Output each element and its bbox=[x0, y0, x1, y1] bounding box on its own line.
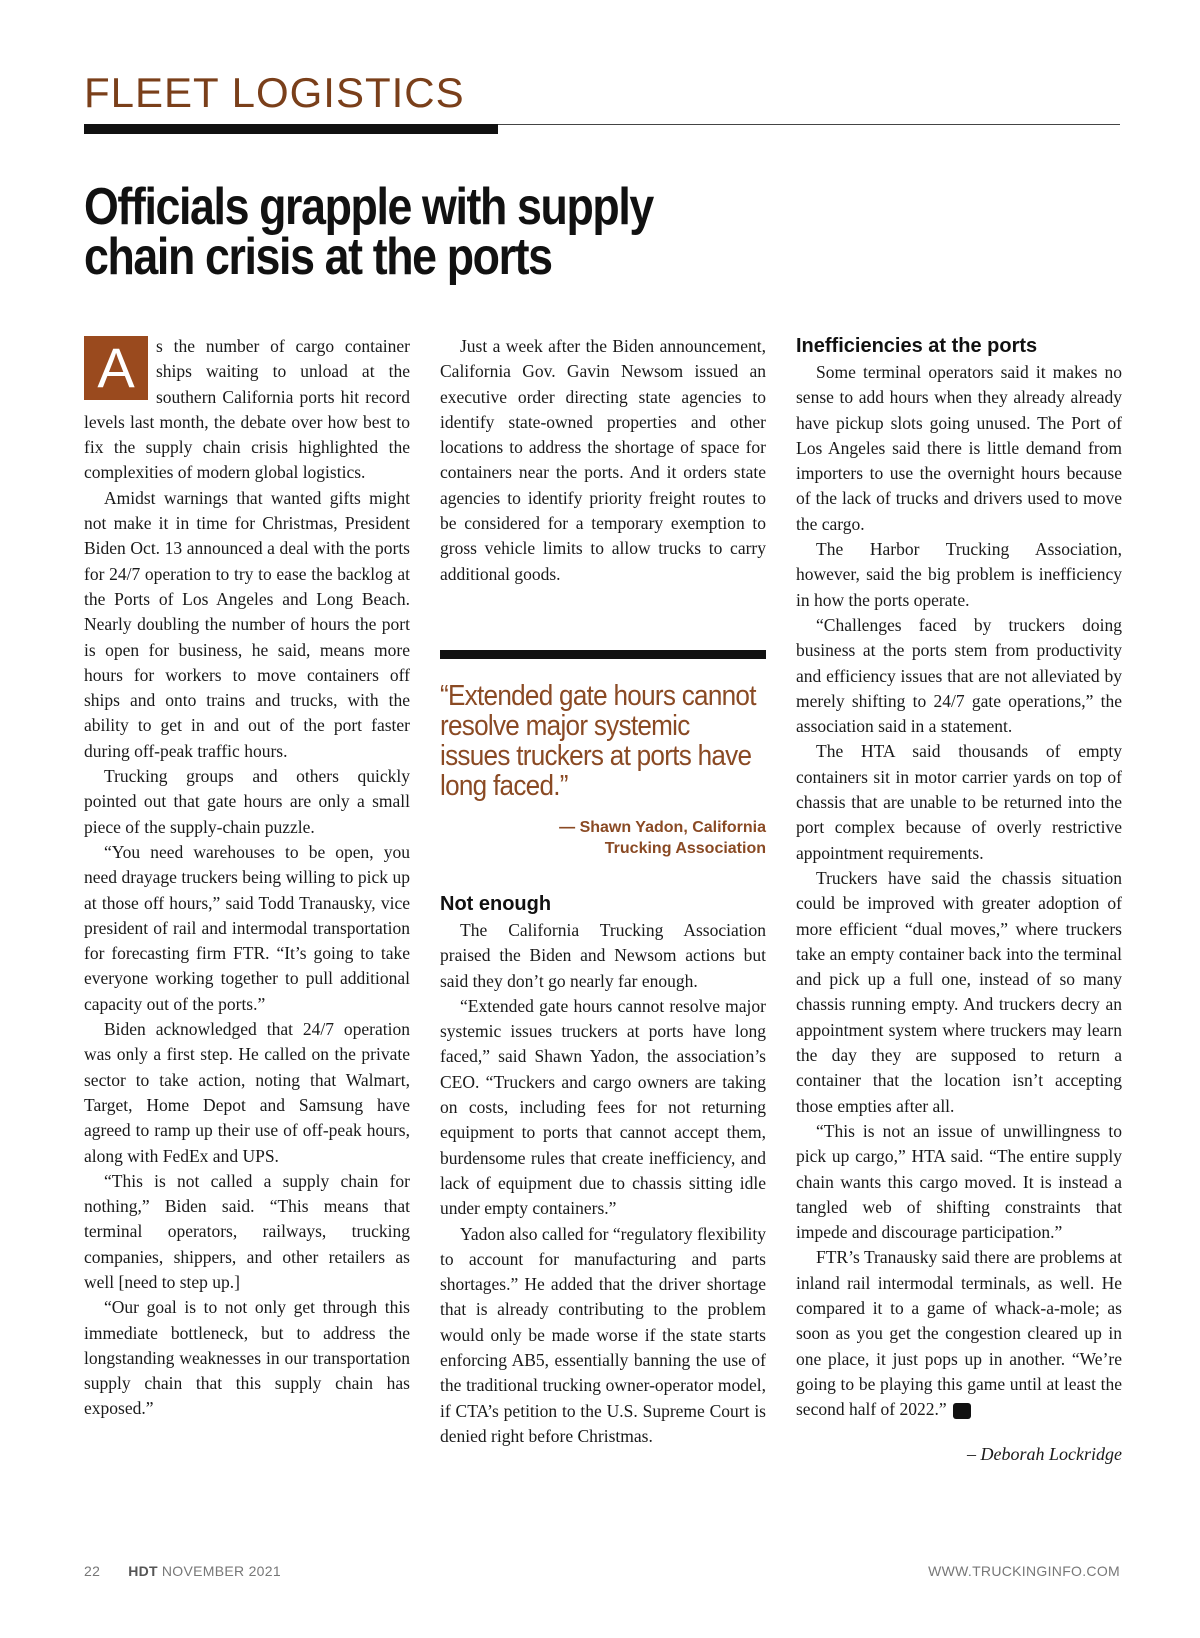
article-column-3 bbox=[796, 334, 1122, 1465]
pull-quote-attribution bbox=[440, 817, 766, 859]
page-number: 22 bbox=[84, 1563, 101, 1579]
paragraph: Trucking groups and others quickly pointed out that gate hours are only a small piece of the supply-chain puzzle. bbox=[84, 766, 410, 837]
pull-quote-attribution-line: — Shawn Yadon, California bbox=[559, 819, 766, 836]
article-headline: Officials grapple with supply chain crisis at the ports bbox=[84, 178, 653, 286]
paragraph: Truckers have said the chassis situation could be improved with greater adoption of more efficient “dual moves,” where truckers take an empty container back into the terminal and pick up a full one, instead of so many chassis running empty. And truckers decry an appointment system where truckers may learn the day they are supposed to return a container that the location isn’t accepting those empties after all. bbox=[796, 867, 1122, 1116]
section-label: FLEET LOGISTICS bbox=[84, 69, 465, 116]
paragraph bbox=[796, 1245, 1122, 1422]
paragraph: “Extended gate hours cannot resolve major systemic issues truckers at ports have long faced,” said Shawn Yadon, the association’s CEO. “Truckers and cargo owners are taking on costs, including fees for not returning equipment to ports that cannot accept them, burdensome rules that create inefficiency, and lack of equipment due to chassis sitting idle under empty containers.” bbox=[440, 995, 766, 1219]
pull-quote bbox=[440, 650, 766, 859]
footer-website: WWW.TRUCKINGINFO.COM bbox=[928, 1563, 1120, 1579]
paragraph: Just a week after the Biden announcement, California Gov. Gavin Newsom issued an executive order directing state agencies to identify state-owned properties and other locations to address the shortage of space for containers near the ports. And it orders state agencies to identify priority freight routes to be considered for a temporary exemption to gross vehicle limits to allow trucks to carry additional goods. bbox=[440, 336, 766, 584]
paragraph: Some terminal operators said it makes no sense to add hours when they already already have pickup slots going unused. The Port of Los Angeles said there is little demand from importers to use the overnight hours because of the lack of trucks and drivers used to move the cargo. bbox=[796, 362, 1122, 534]
paragraph: “You need warehouses to be open, you need drayage truckers being willing to pick up at those off hours,” said Todd Tranausky, vice president of rail and intermodal transportation for forecasting firm FTR. “It’s going to take everyone working together to pull additional capacity out of the ports.” bbox=[84, 841, 410, 1014]
magazine-name: HDT bbox=[128, 1563, 158, 1579]
paragraph: The Harbor Trucking Association, however, said the big problem is inefficiency in how the ports operate. bbox=[796, 539, 1122, 610]
paragraph: “Our goal is to not only get through this immediate bottleneck, but to address the longstanding weaknesses in our transportation supply chain that this supply chain has exposed.” bbox=[84, 1297, 410, 1419]
pull-quote-attribution-line: Trucking Association bbox=[604, 840, 766, 857]
subhead-inefficiencies: Inefficiencies at the ports bbox=[796, 335, 1038, 357]
footer-left bbox=[84, 1563, 281, 1579]
paragraph: “Challenges faced by truckers doing business at the ports stem from productivity and efficiency issues that are not alleviated by merely shifting to 24/7 gate operations,” the association said in a statement. bbox=[796, 614, 1122, 737]
section-rule-thin bbox=[498, 124, 1120, 125]
paragraph: Yadon also called for “regulatory flexibility to account for manufacturing and parts shortages.” He added that the driver shortage that is already contributing to the problem would only be made worse if the state starts enforcing AB5, essentially banning the use of the traditional trucking owner-operator model, if CTA’s petition to the U.S. Supreme Court is denied right before Christmas. bbox=[440, 1223, 766, 1446]
paragraph: Biden acknowledged that 24/7 operation was only a first step. He called on the private sector to take action, noting that Walmart, Target, Home Depot and Samsung have agreed to ramp up their use of off-peak hours, along with FedEx and UPS. bbox=[84, 1019, 410, 1166]
pull-quote-rule bbox=[440, 650, 766, 659]
article-column-2-top bbox=[440, 334, 766, 587]
article-column-2-bottom bbox=[440, 892, 766, 1449]
paragraph: Amidst warnings that wanted gifts might not make it in time for Christmas, President Biden Oct. 13 announced a deal with the ports for 24/7 operation to try to ease the backlog at the Ports of Los Angeles and Long Beach. Nearly doubling the number of hours the port is open for business, he said, means more hours for workers to move containers off ships and onto trains and trucks, with the ability to get in and out of the port faster during off-peak traffic hours. bbox=[84, 487, 410, 761]
paragraph-text: FTR’s Tranausky said there are problems at inland rail intermodal terminals, as well. He compared it to a game of whack-a-mole; as soon as you get the congestion cleared up in one place, it just pops up in another. “We’re going to be playing this game until at least the second half of 2022.” bbox=[796, 1247, 1122, 1420]
paragraph: The HTA said thousands of empty containers sit in motor carrier yards on top of chassis that are unable to be returned into the port complex because of overly restrictive appointment requirements. bbox=[796, 741, 1122, 863]
drop-cap: A bbox=[84, 336, 148, 400]
subhead-not-enough: Not enough bbox=[440, 893, 552, 915]
lead-paragraph-wrap bbox=[84, 334, 410, 486]
paragraph: “This is not an issue of unwillingness to pick up cargo,” HTA said. “The entire supply chain wants this cargo moved. It is instead a tangled web of shifting constraints that impede and discourage participation.” bbox=[796, 1120, 1122, 1243]
issue-date: NOVEMBER 2021 bbox=[161, 1563, 281, 1579]
paragraph: s the number of cargo container ships waiting to unload at the southern California ports hit record levels last month, the debate over how best to fix the supply chain crisis highlighted the complexities of modern global logistics. bbox=[84, 336, 410, 483]
article-column-1 bbox=[84, 334, 410, 1422]
paragraph: The California Trucking Association praised the Biden and Newsom actions but said they don’t go nearly far enough. bbox=[440, 920, 766, 991]
section-rule-thick bbox=[84, 124, 498, 134]
byline: – Deborah Lockridge bbox=[967, 1444, 1122, 1465]
pull-quote-text: “Extended gate hours cannot resolve major systemic issues truckers at ports have long faced.” bbox=[440, 680, 756, 802]
paragraph: “This is not called a supply chain for nothing,” Biden said. “This means that terminal operators, railways, trucking companies, shippers, and other retailers as well [need to step up.] bbox=[84, 1170, 410, 1292]
end-mark-icon: HDT bbox=[953, 1403, 971, 1419]
